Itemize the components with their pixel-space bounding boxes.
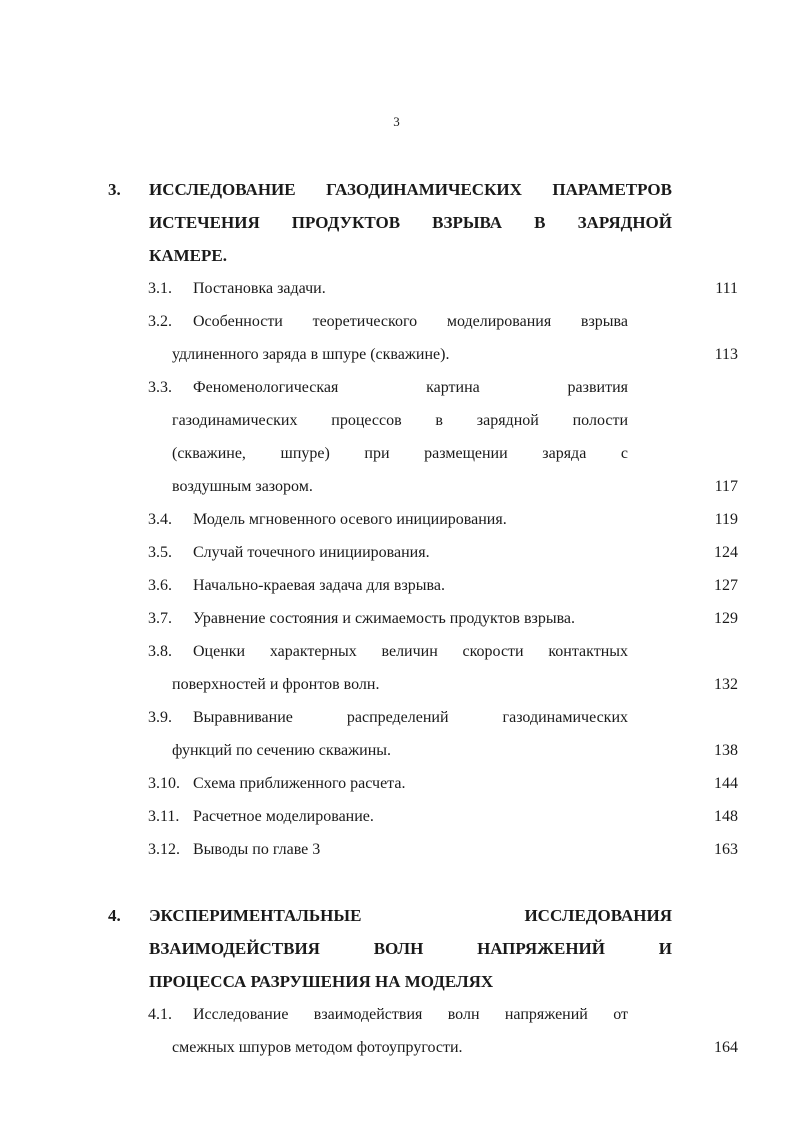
section-title-line: газодинамических процессов в зарядной полости — [172, 412, 628, 429]
toc-entry-4-1[interactable] — [148, 998, 738, 1064]
chapter-title-line: ПРОЦЕССА РАЗРУШЕНИЯ НА МОДЕЛЯХ — [149, 972, 494, 991]
toc-entry-3-10[interactable] — [148, 767, 738, 800]
section-title-line: Особенности теоретического моделирования взрыва — [193, 313, 628, 330]
toc-entry-3-8[interactable] — [148, 635, 738, 701]
page-ref: 129 — [714, 610, 738, 627]
section-title-line: поверхностей и фронтов волн. — [172, 676, 380, 693]
toc-entry-3-3[interactable] — [148, 371, 738, 503]
section-title-line: Уравнение состояния и сжимаемость продуктов взрыва. — [193, 610, 576, 627]
section-title-line: Схема приближенного расчета. — [193, 775, 406, 792]
page-number: 3 — [393, 114, 400, 129]
page-ref: 164 — [714, 1039, 738, 1056]
page-ref: 127 — [714, 577, 738, 594]
section-title — [172, 371, 628, 503]
section-title-line: удлиненного заряда в шпуре (скважине). — [172, 346, 450, 363]
toc-entry-3-2[interactable] — [148, 305, 738, 371]
page-ref: 119 — [714, 511, 738, 528]
section-number: 3.4. — [148, 511, 172, 528]
section-title-line: Выравнивание распределений газодинамических — [193, 709, 628, 726]
section-title-line: воздушным зазором. — [172, 478, 313, 495]
page-ref: 113 — [714, 346, 738, 363]
section-title-line: Постановка задачи. — [193, 280, 326, 297]
section-title-line: функций по сечению скважины. — [172, 742, 392, 759]
chapter-number: 4. — [108, 906, 121, 925]
chapter-3-heading — [108, 173, 672, 272]
toc-entry-3-9[interactable] — [148, 701, 738, 767]
section-number: 3.11. — [148, 808, 180, 825]
section-number: 3.9. — [148, 709, 172, 726]
section-number: 3.2. — [148, 313, 172, 330]
section-title — [193, 503, 628, 536]
page-ref: 148 — [714, 808, 738, 825]
section-title — [172, 635, 628, 701]
section-title — [193, 602, 628, 635]
section-title — [172, 998, 628, 1064]
section-title-line: Расчетное моделирование. — [193, 808, 374, 825]
chapter-title-line: ЭКСПЕРИМЕНТАЛЬНЫЕ ИССЛЕДОВАНИЯ — [149, 906, 672, 925]
chapter-title-line: ИСТЕЧЕНИЯ ПРОДУКТОВ ВЗРЫВА В ЗАРЯДНОЙ — [149, 213, 672, 232]
chapter-title — [149, 173, 672, 272]
toc-entry-3-5[interactable] — [148, 536, 738, 569]
section-number: 3.5. — [148, 544, 172, 561]
section-number: 3.8. — [148, 643, 172, 660]
section-title-line: Исследование взаимодействия волн напряжений от — [193, 1006, 628, 1023]
section-title-line: Выводы по главе 3 — [193, 841, 321, 858]
section-title-line: Случай точечного инициирования. — [193, 544, 430, 561]
section-title — [193, 272, 628, 305]
section-number: 4.1. — [148, 1006, 172, 1023]
page-ref: 124 — [714, 544, 738, 561]
section-title-line: смежных шпуров методом фотоупругости. — [172, 1039, 463, 1056]
section-title-line: Модель мгновенного осевого инициирования. — [193, 511, 507, 528]
chapter-title-line: ИССЛЕДОВАНИЕ ГАЗОДИНАМИЧЕСКИХ ПАРАМЕТРОВ — [149, 180, 672, 199]
toc-entry-3-7[interactable] — [148, 602, 738, 635]
toc-entry-3-11[interactable] — [148, 800, 738, 833]
section-title-line: Начально-краевая задача для взрыва. — [193, 577, 445, 594]
page-ref: 163 — [714, 841, 738, 858]
chapter-title-line: ВЗАИМОДЕЙСТВИЯ ВОЛН НАПРЯЖЕНИЙ И — [149, 939, 672, 958]
section-title — [193, 800, 628, 833]
page-ref: 138 — [714, 742, 738, 759]
section-number: 3.1. — [148, 280, 172, 297]
chapter-4-heading — [108, 899, 672, 998]
toc-entry-3-4[interactable] — [148, 503, 738, 536]
page-ref: 111 — [715, 280, 738, 297]
toc-entry-3-12[interactable] — [148, 833, 738, 866]
section-title-line: (скважине, шпуре) при размещении заряда с — [172, 445, 628, 462]
section-title — [193, 767, 628, 800]
section-title — [193, 833, 628, 866]
section-title — [193, 569, 628, 602]
toc-entry-3-1[interactable] — [148, 272, 738, 305]
section-number: 3.10. — [148, 775, 180, 792]
section-number: 3.7. — [148, 610, 172, 627]
chapter-title-line: КАМЕРЕ. — [149, 246, 227, 265]
section-number: 3.12. — [148, 841, 180, 858]
section-title-line: Феноменологическая картина развития — [193, 379, 628, 396]
page-ref: 117 — [714, 478, 738, 495]
chapter-title — [149, 899, 672, 998]
section-number: 3.6. — [148, 577, 172, 594]
section-title — [193, 536, 628, 569]
section-number: 3.3. — [148, 379, 172, 396]
page-ref: 144 — [714, 775, 738, 792]
section-title-line: Оценки характерных величин скорости контактных — [193, 643, 628, 660]
chapter-number: 3. — [108, 180, 121, 199]
page-ref: 132 — [714, 676, 738, 693]
toc-entry-3-6[interactable] — [148, 569, 738, 602]
section-title — [172, 701, 628, 767]
section-title — [172, 305, 628, 371]
